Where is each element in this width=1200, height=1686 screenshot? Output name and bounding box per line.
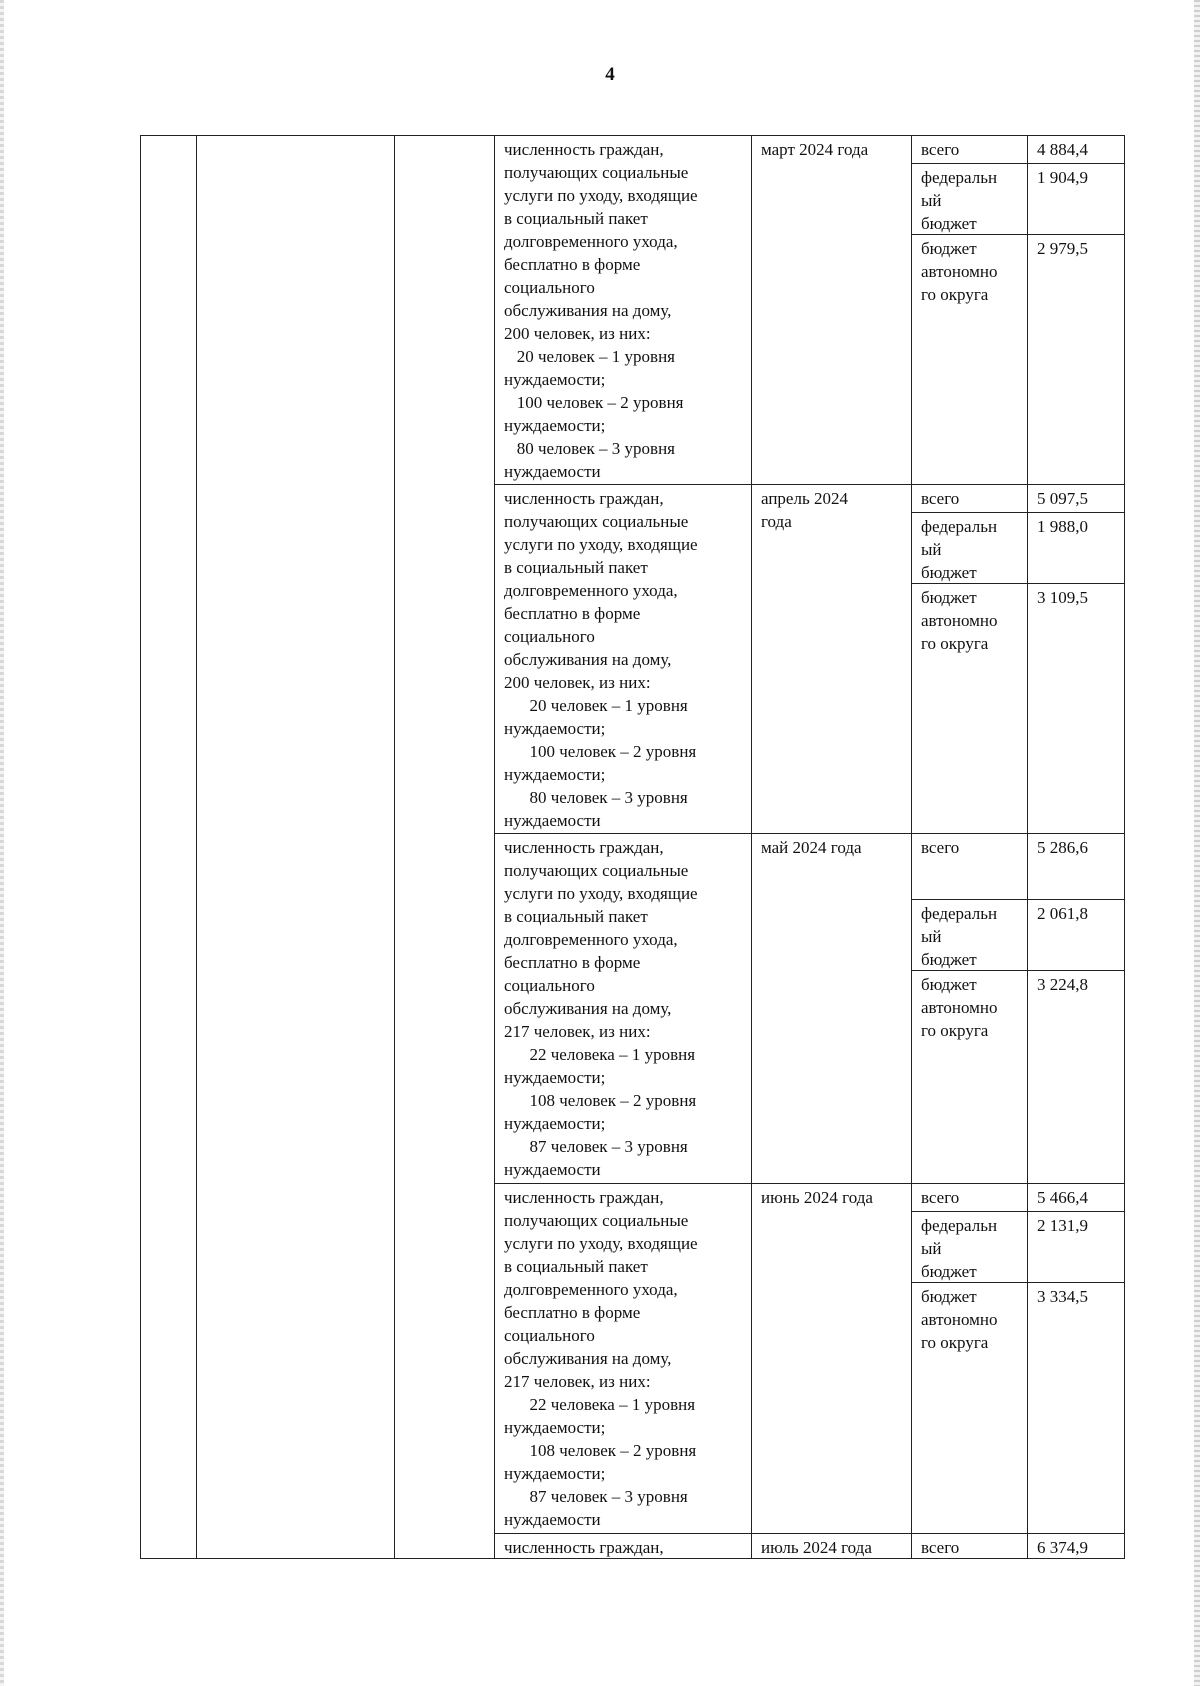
row-description-line: социального [504,278,595,297]
row-period-line: март 2024 года [761,140,869,159]
funding-source-label-line: автономно [921,1310,998,1329]
row-description-line: нуждаемости; [504,765,606,784]
funding-amount [1037,138,1088,161]
column-border-0 [140,135,141,1558]
row-description-line: 100 человек – 2 уровня [504,742,697,761]
funding-source-label [921,515,997,584]
row-description-line: бесплатно в форме [504,604,641,623]
funding-amount-line: 3 334,5 [1037,1287,1088,1306]
row-description-line: в социальный пакет [504,907,648,926]
funding-amount [1037,1186,1088,1209]
row-description-line: 80 человек – 3 уровня [504,439,676,458]
funding-source-label-line: го округа [921,1021,989,1040]
funding-source-label [921,1285,997,1354]
funding-amount-line: 5 097,5 [1037,489,1088,508]
row-description-line: нуждаемости; [504,1418,606,1437]
row-description-line: нуждаемости; [504,370,606,389]
funding-source-label-line: бюджет [921,1262,977,1281]
row-description-line: численность граждан, [504,1538,664,1557]
subrow-separator [911,1282,1125,1283]
row-description-line: 22 человека – 1 уровня [504,1395,696,1414]
row-description-line: социального [504,976,595,995]
row-description-line: долговременного ухода, [504,232,678,251]
row-description-line: 200 человек, из них: [504,673,651,692]
row-description-line: 100 человек – 2 уровня [504,393,684,412]
column-border-5 [911,135,912,1558]
funding-amount-line: 4 884,4 [1037,140,1088,159]
row-description-line: социального [504,627,595,646]
row-description-line: 217 человек, из них: [504,1372,651,1391]
row-description-line: нуждаемости [504,1160,601,1179]
funding-amount-line: 2 061,8 [1037,904,1088,923]
row-period [761,138,868,161]
funding-amount-line: 5 286,6 [1037,838,1088,857]
column-border-2 [394,135,395,1558]
funding-source-label-line: автономно [921,611,998,630]
funding-source-label-line: бюджет [921,950,977,969]
row-separator [494,1183,1125,1184]
row-description [504,836,698,1181]
row-description-line: социального [504,1326,595,1345]
row-description-line: получающих социальные [504,163,689,182]
table-top-border [140,135,1125,136]
row-description-line: нуждаемости; [504,719,606,738]
row-description-line: численность граждан, [504,838,664,857]
funding-source-label-line: ый [921,927,942,946]
funding-source-label-line: всего [921,838,960,857]
row-description-line: нуждаемости; [504,1068,606,1087]
row-description-line: 22 человека – 1 уровня [504,1045,696,1064]
row-description-line: в социальный пакет [504,209,648,228]
funding-source-label-line: федеральн [921,904,998,923]
row-description-line: обслуживания на дому, [504,650,672,669]
column-border-4 [751,135,752,1558]
row-description-line: в социальный пакет [504,558,648,577]
funding-source-label-line: всего [921,1188,960,1207]
row-description-line: услуги по уходу, входящие [504,884,698,903]
funding-source-label [921,1214,997,1283]
funding-source-label [921,166,997,235]
funding-amount [1037,1285,1088,1308]
funding-source-label-line: всего [921,1538,960,1557]
subrow-separator [911,163,1125,164]
row-description-line: 217 человек, из них: [504,1022,651,1041]
row-description-line: в социальный пакет [504,1257,648,1276]
funding-source-label-line: всего [921,489,960,508]
subrow-separator [911,899,1125,900]
row-description-line: численность граждан, [504,140,664,159]
funding-amount-line: 1 904,9 [1037,168,1088,187]
column-border-3 [494,135,495,1558]
funding-source-label-line: го округа [921,634,989,653]
row-period-line: года [761,512,792,531]
row-description-line: нуждаемости; [504,1114,606,1133]
row-period-line: июнь 2024 года [761,1188,873,1207]
funding-source-label-line: бюджет [921,563,977,582]
funding-source-label [921,836,959,859]
row-separator [494,484,1125,485]
row-period [761,836,862,859]
row-description-line: услуги по уходу, входящие [504,535,698,554]
row-description-line: 20 человек – 1 уровня [504,347,676,366]
row-description-line: получающих социальные [504,1211,689,1230]
funding-source-label-line: ый [921,191,942,210]
row-description-line: бесплатно в форме [504,1303,641,1322]
funding-amount-line: 3 224,8 [1037,975,1088,994]
funding-source-label [921,902,997,971]
funding-amount-line: 6 374,9 [1037,1538,1088,1557]
funding-source-label-line: бюджет [921,1287,977,1306]
funding-amount [1037,166,1088,189]
row-description-line: обслуживания на дому, [504,1349,672,1368]
row-description-line: долговременного ухода, [504,581,678,600]
funding-source-label-line: автономно [921,262,998,281]
funding-amount [1037,515,1088,538]
funding-source-label-line: бюджет [921,588,977,607]
row-description-line: долговременного ухода, [504,930,678,949]
subrow-separator [911,512,1125,513]
row-description-line: получающих социальные [504,861,689,880]
row-period-line: май 2024 года [761,838,862,857]
funding-amount-line: 2 979,5 [1037,239,1088,258]
row-description-line: 87 человек – 3 уровня [504,1137,688,1156]
row-period-line: апрель 2024 [761,489,848,508]
funding-source-label [921,973,997,1042]
row-description-line: нуждаемости [504,1510,601,1529]
row-separator [494,1533,1125,1534]
funding-source-label-line: ый [921,540,942,559]
funding-source-label-line: федеральн [921,168,998,187]
row-description-line: численность граждан, [504,1188,664,1207]
funding-source-label-line: ый [921,1239,942,1258]
subrow-separator [911,234,1125,235]
row-description-line: получающих социальные [504,512,689,531]
page-number: 4 [605,64,615,85]
funding-amount [1037,836,1088,859]
row-description-line: 87 человек – 3 уровня [504,1487,688,1506]
funding-amount [1037,487,1088,510]
row-description-line: нуждаемости; [504,1464,606,1483]
funding-source-label [921,586,997,655]
column-border-7 [1124,135,1125,1558]
funding-amount [1037,1536,1088,1559]
funding-amount-line: 3 109,5 [1037,588,1088,607]
row-description [504,138,698,483]
funding-amount [1037,237,1088,260]
row-description-line: долговременного ухода, [504,1280,678,1299]
funding-source-label-line: бюджет [921,214,977,233]
funding-source-label-line: автономно [921,998,998,1017]
row-description-line: услуги по уходу, входящие [504,186,698,205]
funding-source-label-line: бюджет [921,975,977,994]
row-description-line: бесплатно в форме [504,953,641,972]
column-border-6 [1027,135,1028,1558]
funding-amount-line: 5 466,4 [1037,1188,1088,1207]
funding-amount [1037,1214,1088,1237]
subrow-separator [911,970,1125,971]
funding-source-label-line: го округа [921,285,989,304]
funding-source-label [921,1536,959,1559]
funding-source-label [921,487,959,510]
row-description-line: нуждаемости; [504,416,606,435]
row-description [504,487,698,832]
funding-amount [1037,902,1088,925]
row-period [761,1536,872,1559]
row-description [504,1536,664,1559]
row-description-line: 108 человек – 2 уровня [504,1441,697,1460]
funding-source-label-line: го округа [921,1333,989,1352]
funding-amount [1037,973,1088,996]
subrow-separator [911,583,1125,584]
row-description-line: нуждаемости [504,811,601,830]
row-description-line: 200 человек, из них: [504,324,651,343]
row-period [761,1186,873,1209]
row-description-line: обслуживания на дому, [504,999,672,1018]
row-description-line: услуги по уходу, входящие [504,1234,698,1253]
row-description-line: нуждаемости [504,462,601,481]
funding-amount-line: 2 131,9 [1037,1216,1088,1235]
row-description-line: обслуживания на дому, [504,301,672,320]
funding-source-label-line: всего [921,140,960,159]
row-description-line: 20 человек – 1 уровня [504,696,688,715]
row-description-line: 108 человек – 2 уровня [504,1091,697,1110]
funding-source-label-line: федеральн [921,1216,998,1235]
funding-source-label [921,237,997,306]
column-border-1 [196,135,197,1558]
funding-source-label [921,138,959,161]
subrow-separator [911,1211,1125,1212]
funding-source-label-line: федеральн [921,517,998,536]
row-period [761,487,848,533]
funding-source-label [921,1186,959,1209]
row-period-line: июль 2024 года [761,1538,872,1557]
funding-source-label-line: бюджет [921,239,977,258]
funding-amount-line: 1 988,0 [1037,517,1088,536]
row-description-line: бесплатно в форме [504,255,641,274]
funding-amount [1037,586,1088,609]
row-separator [494,833,1125,834]
row-description-line: 80 человек – 3 уровня [504,788,688,807]
row-description-line: численность граждан, [504,489,664,508]
row-description [504,1186,698,1531]
